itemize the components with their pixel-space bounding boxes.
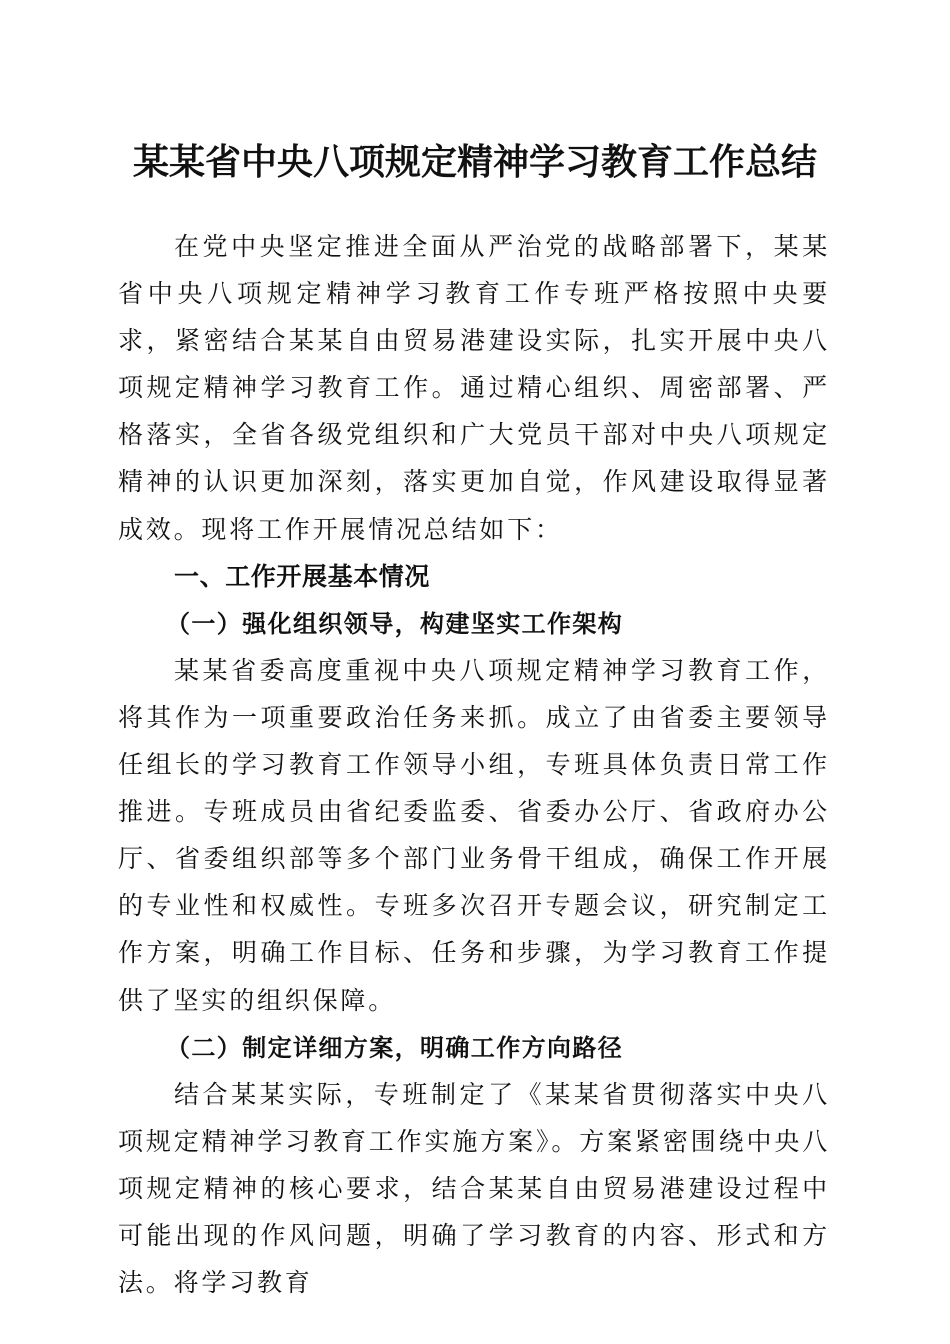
document-body [118, 223, 830, 1306]
intro-paragraph: 在党中央坚定推进全面从严治党的战略部署下，某某省中央八项规定精神学习教育工作专班严格按照中央要求，紧密结合某某自由贸易港建设实际，扎实开展中央八项规定精神学习教育工作。通过精心组织、周密部署、严格落实，全省各级党组织和广大党员干部对中央八项规定精神的认识更加深刻，落实更加自觉，作风建设取得显著成效。现将工作开展情况总结如下： [118, 232, 830, 544]
document-title: 某某省中央八项规定精神学习教育工作总结 [132, 141, 817, 183]
subsection-paragraph: 结合某某实际，专班制定了《某某省贯彻落实中央八项规定精神学习教育工作实施方案》。方案紧密围绕中央八项规定精神的核心要求，结合某某自由贸易港建设过程中可能出现的作风问题，明确了学习教育的内容、形式和方法。将学习教育 [118, 1079, 830, 1298]
subsection-heading: （二）制定详细方案，明确工作方向路径 [166, 1032, 624, 1062]
subsection-paragraph: 某某省委高度重视中央八项规定精神学习教育工作，将其作为一项重要政治任务来抓。成立了由省委主要领导任组长的学习教育工作领导小组，专班具体负责日常工作推进。专班成员由省纪委监委、省委办公厅、省政府办公厅、省委组织部等多个部门业务骨干组成，确保工作开展的专业性和权威性。专班多次召开专题会议，研究制定工作方案，明确工作目标、任务和步骤，为学习教育工作提供了坚实的组织保障。 [118, 655, 830, 1015]
section-heading: 一、工作开展基本情况 [174, 561, 431, 591]
subsection-heading: （一）强化组织领导，构建坚实工作架构 [166, 608, 624, 638]
